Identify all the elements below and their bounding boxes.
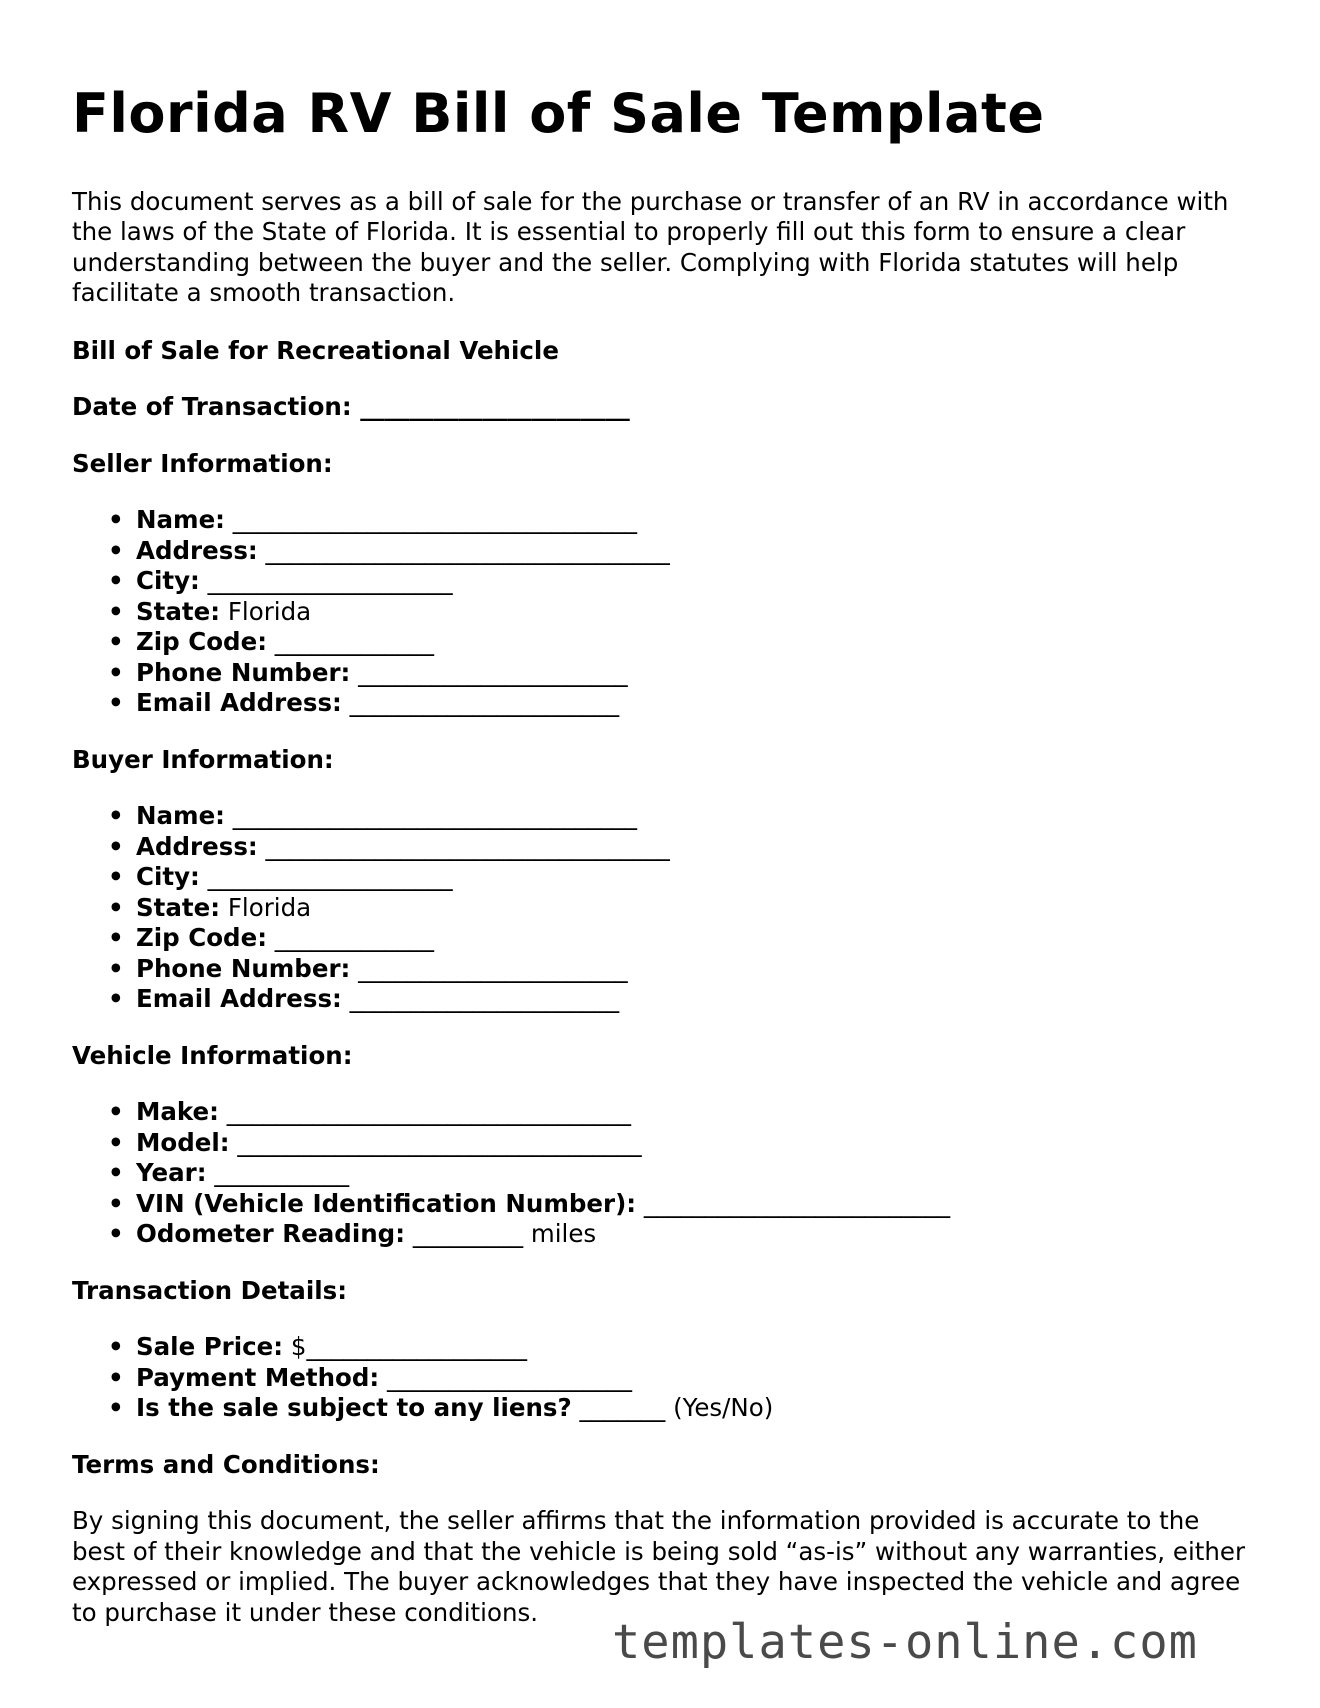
field-value: ____________________ <box>207 566 453 596</box>
field-label: Zip Code: <box>136 923 267 953</box>
sale-price-item <box>136 1332 1252 1363</box>
field-value: Florida <box>227 892 312 922</box>
seller-list <box>72 505 1252 719</box>
subtitle: Bill of Sale for Recreational Vehicle <box>72 335 559 365</box>
field-label: Phone Number: <box>136 953 351 983</box>
payment-method-item <box>136 1363 1252 1394</box>
field-label: Payment Method: <box>136 1362 380 1392</box>
liens-item <box>136 1393 1252 1424</box>
buyer-name-item <box>136 801 1252 832</box>
document-page <box>72 82 1252 1655</box>
field-value: _________________________________ <box>237 1127 642 1157</box>
field-label: Email Address: <box>136 984 342 1014</box>
field-value: _________________________________ <box>232 505 638 535</box>
date-of-transaction <box>72 392 1252 423</box>
seller-state-item <box>136 597 1252 628</box>
date-label: Date of Transaction: <box>72 392 352 422</box>
buyer-address-item <box>136 832 1252 863</box>
field-label: Zip Code: <box>136 627 267 657</box>
field-value: _____________ <box>274 923 435 953</box>
page-title: Florida RV Bill of Sale Template <box>72 82 1045 145</box>
field-value: _________________________________ <box>265 535 670 565</box>
field-label: Year: <box>136 1158 207 1188</box>
buyer-list <box>72 801 1252 1015</box>
field-value: $__________________ <box>290 1332 527 1362</box>
buyer-city-item <box>136 862 1252 893</box>
field-label: State: <box>136 596 221 626</box>
seller-zip-item <box>136 627 1252 658</box>
vehicle-odometer-item <box>136 1219 1252 1250</box>
watermark: templates-online.com <box>612 1615 1198 1670</box>
field-value: ______________________ <box>349 984 620 1014</box>
field-label: Name: <box>136 505 225 535</box>
vehicle-heading: Vehicle Information: <box>72 1040 353 1070</box>
vehicle-vin-item <box>136 1189 1252 1220</box>
buyer-state-item <box>136 893 1252 924</box>
field-label: City: <box>136 566 200 596</box>
field-value: ______________________ <box>358 953 628 983</box>
field-value: _________________________________ <box>226 1097 632 1127</box>
field-value: _________________________ <box>643 1188 951 1218</box>
intro-paragraph: This document serves as a bill of sale for the purchase or transfer of an RV in accordance with the laws of the State of Florida. It is essential to properly fill out this form to ensure a clear understanding between the buyer and the seller. Complying with Florida statutes will help facilitate a smooth transaction. <box>72 186 1229 308</box>
field-label: Make: <box>136 1097 219 1127</box>
transaction-heading: Transaction Details: <box>72 1275 348 1305</box>
field-value: ____________________ <box>207 862 453 892</box>
field-label: Email Address: <box>136 688 342 718</box>
field-label: State: <box>136 892 221 922</box>
field-label: Sale Price: <box>136 1332 284 1362</box>
terms-paragraph: By signing this document, the seller affirms that the information provided is accurate to the best of their knowledge and that the vehicle is being sold “as-is” without any warranties, either expressed or implied. The buyer acknowledges that they have inspected the vehicle and agree to purchase it under these conditions. <box>72 1506 1246 1627</box>
field-value: Florida <box>227 596 312 626</box>
vehicle-list <box>72 1097 1252 1250</box>
vehicle-model-item <box>136 1128 1252 1159</box>
vehicle-make-item <box>136 1097 1252 1128</box>
field-label: VIN (Vehicle Identification Number): <box>136 1188 637 1218</box>
field-value: _______ (Yes/No) <box>579 1393 774 1423</box>
field-label: Phone Number: <box>136 657 351 687</box>
field-label: Name: <box>136 801 225 831</box>
date-blank: ______________________ <box>360 392 630 422</box>
field-value: ___________ <box>214 1158 350 1188</box>
field-label: Is the sale subject to any liens? <box>136 1393 572 1423</box>
field-value: _____________ <box>274 627 435 657</box>
seller-phone-item <box>136 658 1252 689</box>
buyer-phone-item <box>136 954 1252 985</box>
seller-address-item <box>136 536 1252 567</box>
vehicle-year-item <box>136 1158 1252 1189</box>
terms-heading: Terms and Conditions: <box>72 1449 380 1479</box>
field-label: Address: <box>136 831 258 861</box>
field-value: _________________________________ <box>265 831 670 861</box>
field-value: ____________________ <box>387 1362 632 1392</box>
field-value: _________ miles <box>412 1219 597 1249</box>
seller-heading: Seller Information: <box>72 448 333 478</box>
field-value: _________________________________ <box>232 801 638 831</box>
seller-city-item <box>136 566 1252 597</box>
seller-name-item <box>136 505 1252 536</box>
field-value: ______________________ <box>349 688 620 718</box>
field-label: Address: <box>136 535 258 565</box>
field-label: Odometer Reading: <box>136 1219 406 1249</box>
field-label: Model: <box>136 1127 230 1157</box>
transaction-list <box>72 1332 1252 1424</box>
buyer-email-item <box>136 984 1252 1015</box>
field-label: City: <box>136 862 200 892</box>
seller-email-item <box>136 688 1252 719</box>
buyer-heading: Buyer Information: <box>72 744 334 774</box>
field-value: ______________________ <box>358 657 628 687</box>
buyer-zip-item <box>136 923 1252 954</box>
